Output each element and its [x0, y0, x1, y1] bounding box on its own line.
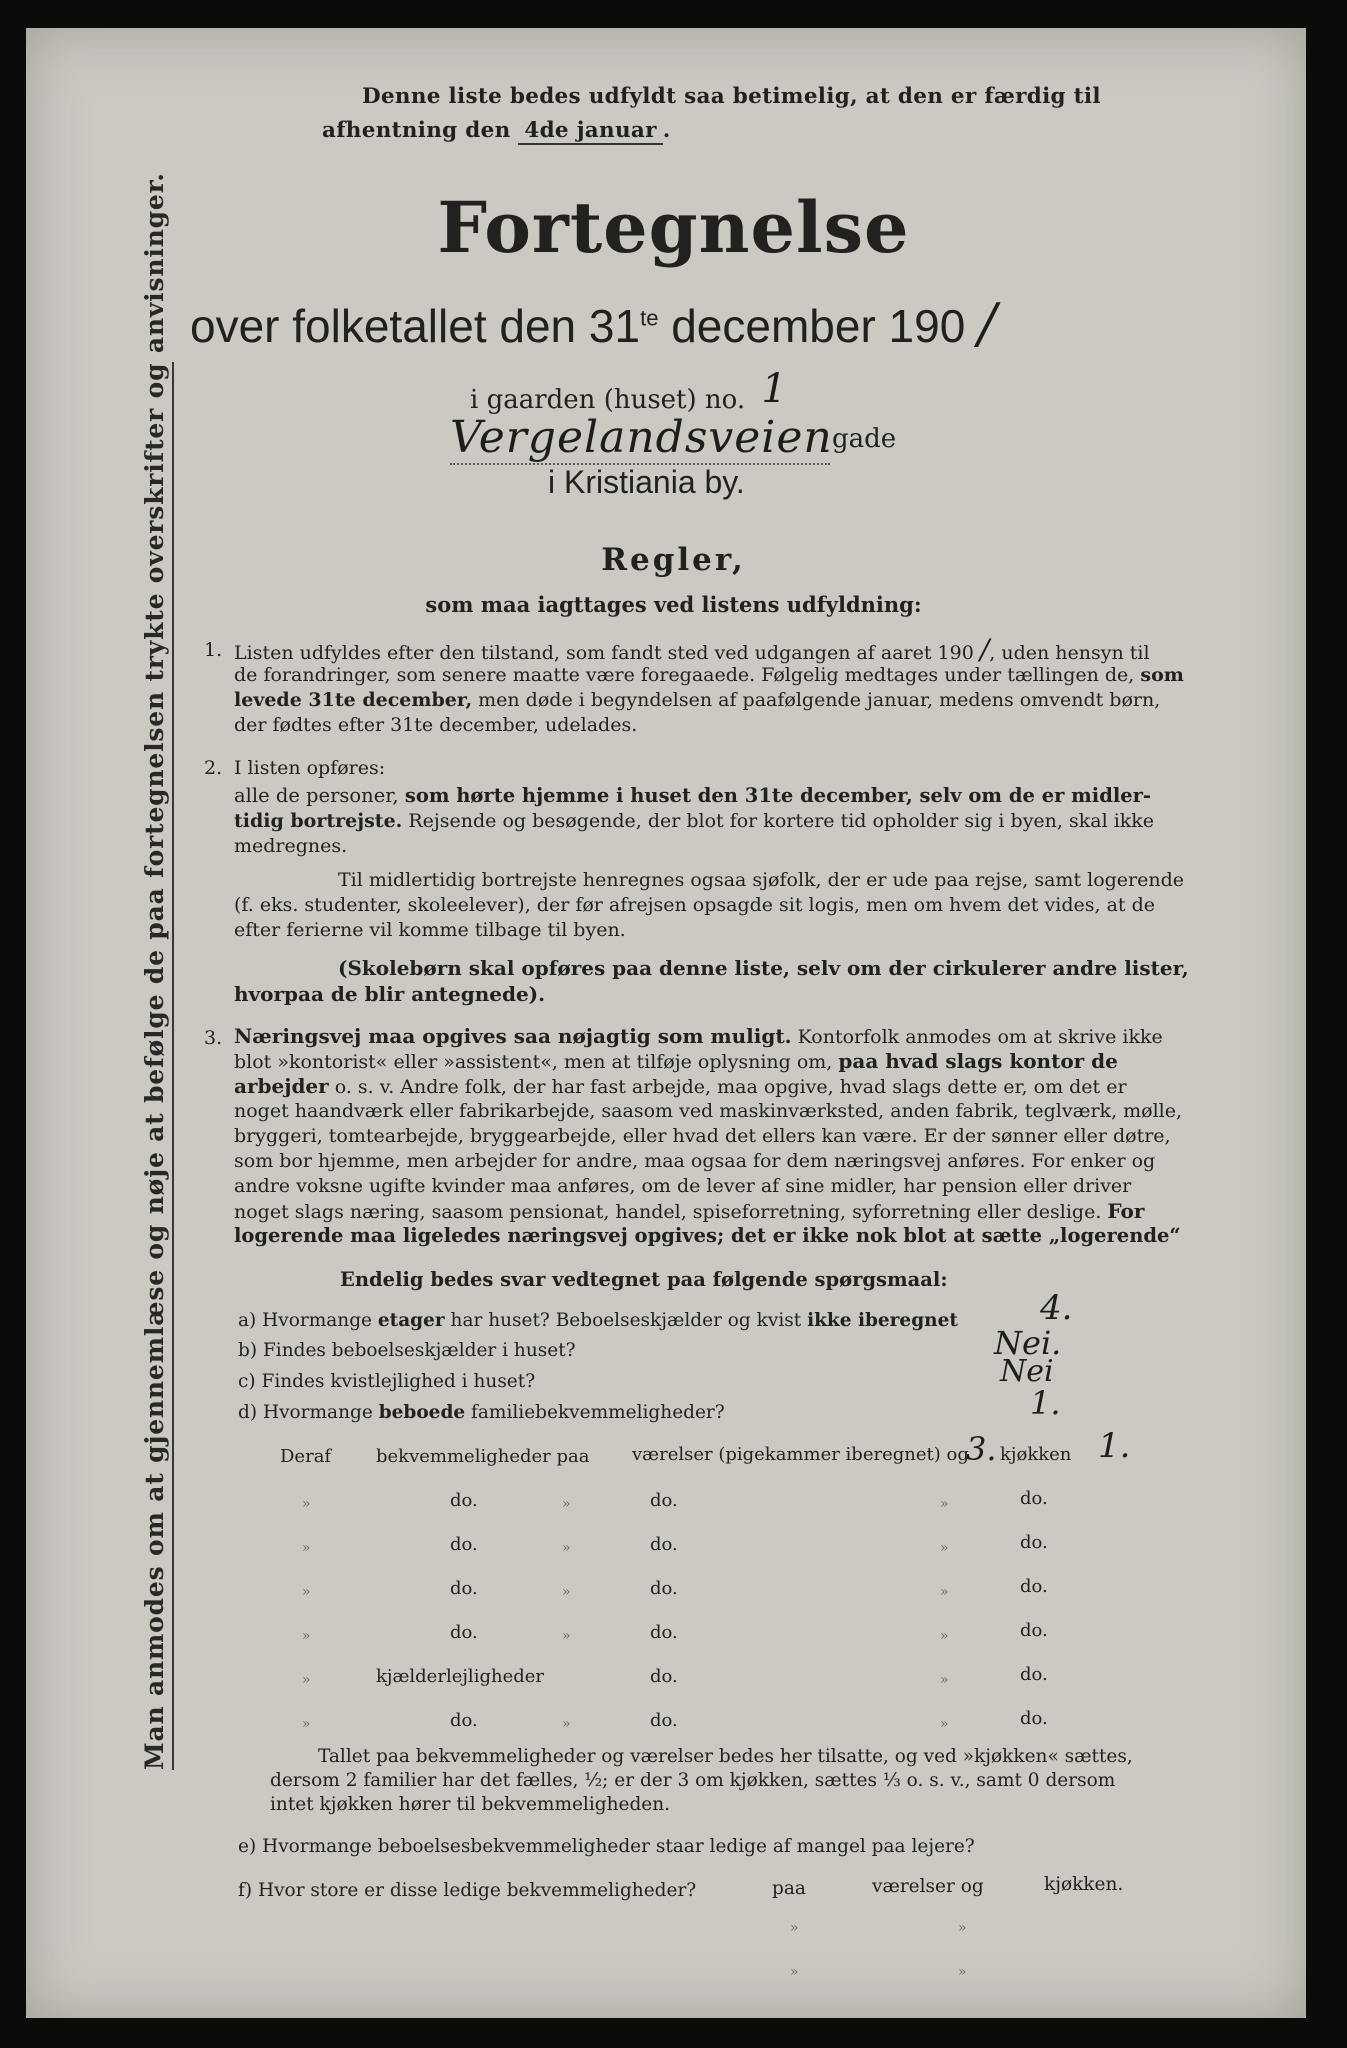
row-4-do-c: do.: [1020, 1620, 1048, 1641]
answer-d-handwritten: 1.: [1030, 1384, 1061, 1422]
rule-2-p2-line-3: efter ferierne vil komme tilbage til byen.: [234, 919, 626, 941]
rule-2-p2-line-1: Til midlertidig bortrejste henregnes ogsaa sjøfolk, der er ude paa rejse, samt logerende: [338, 869, 1185, 891]
row-2-quote-c: »: [940, 1540, 949, 1556]
question-e-label: e): [238, 1836, 257, 1857]
question-c: [238, 1371, 535, 1392]
answer-a-handwritten: 4.: [1040, 1288, 1073, 1328]
rule-1-line-2-bold: som: [1140, 664, 1184, 686]
row-1-quote: »: [302, 1496, 311, 1512]
city-line: i Kristiania by.: [548, 464, 745, 500]
rule-3-line-1-text: Kontorfolk anmodes om at skrive ikke: [797, 1026, 1163, 1048]
row-2-do-b: do.: [650, 1534, 678, 1555]
row-1-quote-b: »: [562, 1496, 571, 1512]
row-2-quote-b: »: [562, 1540, 571, 1556]
rule-3-line-2: [234, 1049, 1118, 1074]
f-row-2-quote-b: »: [958, 1920, 967, 1936]
rule-2-line-2-bold: tidig bortrejste.: [234, 810, 403, 832]
rule-2-line-1-bold: som hørte hjemme i huset den 31te december, selv om de er midler-: [404, 784, 1152, 807]
rule-1-line-2: [234, 663, 1184, 687]
row-6-quote-b: »: [562, 1716, 571, 1732]
question-c-text: Findes kvistlejlighed i huset?: [261, 1371, 536, 1392]
question-b: [238, 1340, 576, 1361]
rule-1-line-2-text: de forandringer, som senere maatte være foregaaede. Følgelig medtages under tællingen de,: [234, 664, 1135, 686]
note-line-2: dersom 2 familier har det fælles, ½; er der 3 om kjøkken, sættes ⅓ o. s. v., samt 0 dersom: [270, 1770, 1116, 1791]
f-row-3-quote-a: »: [790, 1964, 799, 1980]
rule-3-line-2-bold: paa hvad slags kontor de: [838, 1049, 1118, 1073]
f-row-2-quote-a: »: [790, 1920, 799, 1936]
rule-3-line-1-bold: Næringsvej maa opgives saa nøjagtig som muligt.: [234, 1024, 792, 1048]
question-e-text: Hvormange beboelsesbekvemmeligheder staar ledige af mangel paa lejere?: [262, 1836, 975, 1857]
question-d-label: d): [238, 1402, 258, 1423]
note-line-3: intet kjøkken hører til bekvemmeligheden.: [270, 1794, 671, 1815]
rule-3-line-7: andre voksne ugifte kvinder maa anføres, om de lever af sine midler, har pension eller driver: [234, 1175, 1132, 1197]
row-5-do-c: do.: [1020, 1664, 1048, 1685]
census-date-line: [190, 292, 996, 355]
question-b-text: Findes beboelseskjælder i huset?: [262, 1340, 576, 1361]
rule-1-line-4: der fødtes efter 31te december, udelades.: [234, 714, 638, 736]
rule-3-number: 3.: [204, 1027, 223, 1049]
question-d-text-b: beboede: [378, 1402, 466, 1423]
rule-1-line-3-bold: levede 31te december,: [234, 689, 473, 711]
deadline-instruction: Denne liste bedes udfyldt saa betimelig, at den er færdig til: [362, 84, 1101, 109]
question-f-vaerelser: værelser og: [872, 1876, 984, 1897]
row-5-quote: »: [302, 1672, 311, 1688]
row-6-quote: »: [302, 1716, 311, 1732]
row-6-do-c: do.: [1020, 1708, 1048, 1729]
question-f-label: f): [238, 1880, 253, 1901]
deadline-line: [322, 118, 671, 143]
rule-2-p3-line-2: hvorpaa de blir antegnede).: [234, 982, 546, 1006]
question-b-label: b): [238, 1340, 258, 1361]
question-f: [238, 1880, 696, 1901]
rule-2-line-3: medregnes.: [234, 835, 348, 857]
rule-3-line-6: som bor hjemme, men arbejder for andre, maa ogsaa for dem næringsvej anføres. For enker og: [234, 1150, 1156, 1172]
census-date-suffix: december 190: [658, 300, 966, 352]
row-1-do-c: do.: [1020, 1488, 1048, 1509]
street-handwritten: Vergelandsveien: [450, 412, 833, 463]
row-2-do-c: do.: [1020, 1532, 1048, 1553]
question-a: [238, 1310, 958, 1331]
page-title: Fortegnelse: [437, 186, 910, 269]
rule-2-line-2-text: Rejsende og besøgende, der blot for kortere tid opholder sig i byen, skal ikke: [408, 810, 1155, 832]
street-field: [450, 412, 833, 465]
rule-2-p3-line-1: (Skolebørn skal opføres paa denne liste, selv om der cirkulerer andre lister,: [338, 956, 1189, 980]
question-f-text: Hvor store er disse ledige bekvemmeligheder?: [257, 1880, 697, 1901]
table-col-bekvemmeligheder: bekvemmeligheder paa: [376, 1446, 590, 1467]
rule-1-text-a: Listen udfyldes efter den tilstand, som fandt sted ved udgangen af aaret 190: [234, 642, 974, 664]
question-a-text-d: ikke iberegnet: [807, 1310, 958, 1331]
rule-3-line-4: noget haandværk eller fabrikarbejde, saasom ved maskinværksted, anden fabrik, teglværk, mølle,: [234, 1100, 1183, 1122]
row-4-quote: »: [302, 1628, 311, 1644]
row-5-do-b: do.: [650, 1666, 678, 1687]
question-e: [238, 1836, 975, 1857]
row-5-quote-c: »: [940, 1672, 949, 1688]
row-4-do-b: do.: [650, 1622, 678, 1643]
questions-heading: Endelig bedes svar vedtegnet paa følgende spørgsmaal:: [340, 1268, 948, 1291]
question-f-paa: paa: [772, 1878, 806, 1899]
rule-3-line-9: logerende maa ligeledes næringsvej opgives; det er ikke nok blot at sætte „logerende“: [234, 1224, 1181, 1247]
question-c-label: c): [238, 1371, 256, 1392]
row-4-do-a: do.: [450, 1622, 478, 1643]
rules-heading: Regler,: [601, 542, 746, 578]
rule-1-line-3-text: men døde i begyndelsen af paafølgende januar, medens omvendt børn,: [478, 689, 1161, 711]
rule-3-line-8-text: noget slags næring, saasom pensionat, handel, spiseforretning, syforretning eller deslige.: [234, 1201, 1102, 1223]
question-a-label: a): [238, 1310, 257, 1331]
question-d: [238, 1402, 725, 1423]
table-kitchen-handwritten: 1.: [1098, 1426, 1131, 1466]
row-6-do-a: do.: [450, 1710, 478, 1731]
question-a-text-b: etager: [377, 1310, 445, 1331]
census-date-prefix: over folketallet den 31: [190, 300, 641, 352]
house-number-handwritten: 1: [761, 366, 787, 412]
rule-3-line-3: [234, 1074, 1127, 1099]
answer-b-handwritten: Nei.: [994, 1324, 1062, 1362]
rule-1-line-3: [234, 688, 1160, 712]
row-2-quote: »: [302, 1540, 311, 1556]
side-instruction: Man anmodes om at gjennemlæse og nøje at befølge de paa fortegnelsen trykte overskrifter og anvisninger.: [140, 172, 169, 1770]
question-f-kjokken: kjøkken.: [1044, 1874, 1124, 1895]
row-4-quote-b: »: [562, 1628, 571, 1644]
table-col-kjokken: kjøkken: [1000, 1444, 1072, 1465]
rule-1-line-1: [234, 633, 1150, 666]
row-3-do-c: do.: [1020, 1576, 1048, 1597]
row-3-do-b: do.: [650, 1578, 678, 1599]
f-row-3-quote-b: »: [958, 1964, 967, 1980]
rule-2-intro: I listen opføres:: [234, 757, 386, 779]
question-d-text-a: Hvormange: [262, 1402, 373, 1423]
rule-2-line-1: [234, 784, 1151, 808]
census-year-handwritten: /: [978, 292, 997, 355]
census-date-sup: te: [640, 305, 659, 331]
row-6-do-b: do.: [650, 1710, 678, 1731]
deadline-date: 4de januar: [518, 118, 662, 145]
row-1-do-b: do.: [650, 1490, 678, 1511]
rule-2-line-1-text: alle de personer,: [234, 784, 399, 807]
row-3-quote-b: »: [562, 1584, 571, 1600]
row-2-do-a: do.: [450, 1534, 478, 1555]
question-d-text-c: familiebekvemmeligheder?: [471, 1402, 725, 1423]
rule-2-number: 2.: [204, 757, 223, 779]
rule-2-p2-line-2: (f. eks. studenter, skoleelever), der før afrejsen opsagde sit logis, men om hvem det vides, at de: [234, 894, 1155, 916]
rule-3-line-8-bold: For: [1107, 1199, 1145, 1223]
rule-3-line-1: [234, 1024, 1163, 1049]
street-suffix: gade: [832, 424, 897, 454]
note-line-1: Tallet paa bekvemmeligheder og værelser bedes her tilsatte, og ved »kjøkken« sættes,: [318, 1746, 1133, 1767]
rule-3-line-3-text: o. s. v. Andre folk, der har fast arbejde, maa opgive, hvad slags dette er, om det er: [334, 1076, 1127, 1098]
rule-3-line-5: bryggeri, tomtearbejde, bryggearbejde, eller hvad det ellers kan være. Er der sønner eller døtre,: [234, 1125, 1171, 1147]
table-rooms-handwritten: 3.: [966, 1430, 997, 1468]
row-5-kjaelder: kjælderlejligheder: [376, 1666, 544, 1687]
house-number-label: i gaarden (huset) no.: [470, 385, 746, 415]
rule-3-line-8: [234, 1199, 1144, 1224]
deadline-suffix: .: [662, 118, 671, 143]
answer-c-handwritten: Nei: [1000, 1354, 1054, 1389]
row-1-do-a: do.: [450, 1490, 478, 1511]
rule-1-number: 1.: [204, 639, 223, 661]
rule-1-year-handwritten: /: [979, 633, 990, 666]
row-4-quote-c: »: [940, 1628, 949, 1644]
rule-3-line-2-text: blot »kontorist« eller »assistent«, men at tilføje oplysning om,: [234, 1051, 833, 1073]
deadline-prefix: afhentning den: [322, 118, 511, 143]
table-deraf: Deraf: [280, 1446, 332, 1467]
table-col-vaerelser: værelser (pigekammer iberegnet) og: [632, 1444, 969, 1465]
row-3-quote-c: »: [940, 1584, 949, 1600]
rule-2-line-2: [234, 809, 1154, 833]
row-3-quote: »: [302, 1584, 311, 1600]
question-a-text-c: har huset? Beboelseskjælder og kvist: [450, 1310, 802, 1331]
rules-subheading: som maa iagttages ved listens udfyldning:: [425, 592, 922, 617]
rule-1-text-b: , uden hensyn til: [989, 642, 1150, 664]
row-3-do-a: do.: [450, 1578, 478, 1599]
row-6-quote-c: »: [940, 1716, 949, 1732]
row-1-quote-c: »: [940, 1496, 949, 1512]
rule-3-line-3-bold: arbejder: [234, 1074, 329, 1098]
question-a-text-a: Hvormange: [262, 1310, 372, 1331]
